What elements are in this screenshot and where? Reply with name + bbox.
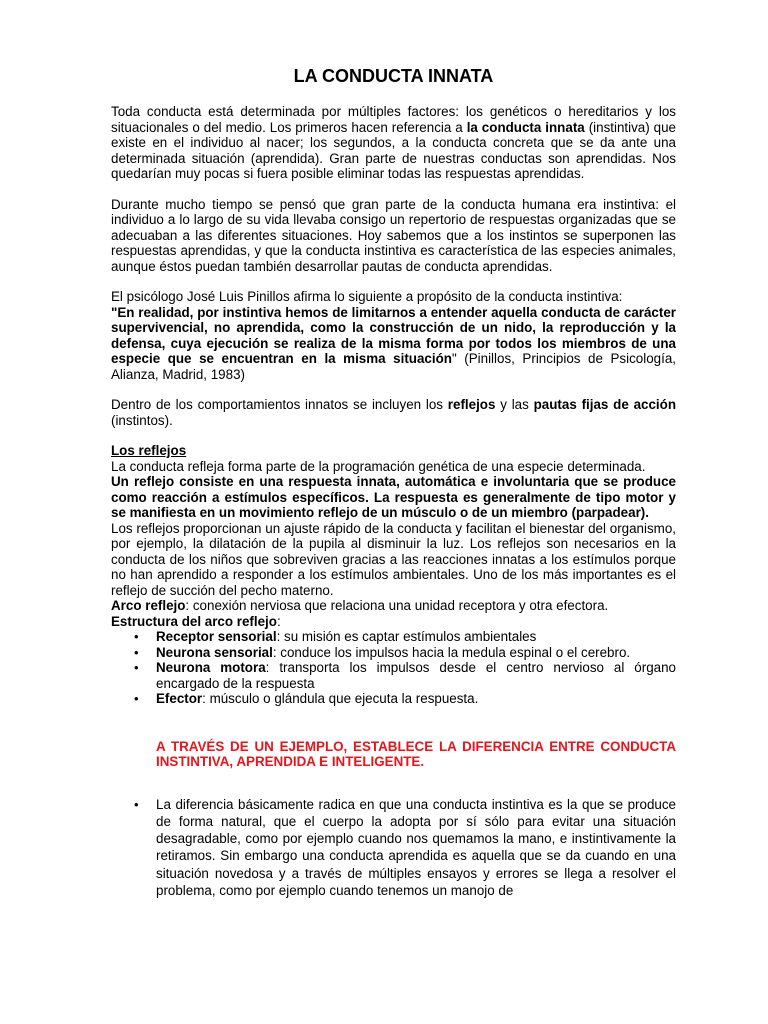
- reflejos-line1: La conducta refleja forma parte de la programación genética de una especie determinada.: [111, 458, 646, 474]
- estructura-heading: [111, 614, 676, 630]
- intro-text-a: Toda conducta está determinada por múltiples factores: los genéticos o hereditarios y los situacionales o del medio. Los primeros hacen referencia a: [111, 104, 676, 135]
- innate-bold-reflejos: reflejos: [447, 397, 496, 412]
- paragraph-pinillos-intro: El psicólogo José Luis Pinillos afirma lo siguiente a propósito de la conducta instintiva:: [111, 289, 623, 304]
- answer-list: [111, 796, 676, 900]
- quote-text: En realidad, por instintiva hemos de limitarnos a entender aquella conducta de carácter supervivencial, no aprendida, como la construcción de un nido, la reproducción y la defensa, cuya ejecución se realiza de la misma forma por todos los miembros de una especie que se encuentran en la misma situación: [111, 304, 676, 366]
- paragraph-pinillos-quote: [111, 305, 676, 383]
- list-item: [156, 645, 676, 661]
- estructura-term: Estructura del arco reflejo: [111, 613, 277, 629]
- innate-text-e: (instintos).: [111, 412, 173, 428]
- question-heading: A TRAVÉS DE UN EJEMPLO, ESTABLECE LA DIFERENCIA ENTRE CONDUCTA INSTINTIVA, APRENDIDA E INTELIGENTE.: [156, 738, 676, 769]
- reflejos-definition-bold: Un reflejo consiste en una respuesta innata, automática e involuntaria que se produce como reacción a estímulos específicos. La respuesta es generalmente de tipo motor y se manifiesta en un movimiento reflejo de un músculo o de un miembro (parpadear).: [111, 474, 676, 520]
- reflejos-paragraph: Los reflejos proporcionan un ajuste rápido de la conducta y facilitan el bienestar del organismo, por ejemplo, la dilatación de la pupila al disminuir la luz. Los reflejos son necesarios en la conducta de los niños que sobreviven gracias a las reacciones innatas a los estímulos porque no han aprendido a responder a los estímulos ambientales. Uno de los más importantes es el reflejo de succión del pecho materno.: [111, 520, 676, 598]
- innate-text-a: Dentro de los comportamientos innatos se incluyen los: [111, 397, 448, 412]
- paragraph-history: Durante mucho tiempo se pensó que gran parte de la conducta humana era instintiva: el individuo a lo largo de su vida llevaba consigo un repertorio de respuestas organizadas que se adecuaban a las diferentes situaciones. Hoy sabemos que a los instintos se superponen las respuestas aprendidas, y que la conducta instintiva es característica de las especies animales, aunque éstos puedan también desarrollar pautas de conducta aprendidas.: [111, 196, 676, 274]
- arco-reflejo-term: Arco reflejo: [111, 598, 186, 613]
- arco-reflejo-line: [111, 598, 676, 614]
- answer-item: • La diferencia básicamente radica en que una conducta instintiva es la que se produce de forma natural, que el cuerpo la adopta por sí sólo para evitar una situación desagradable, como por ejemplo cuando nos quemamos la mano, e instintivamente la retiramos. Sin embargo una conducta aprendida es aquella que se da cuando en una situación novedosa y a través de múltiples ensayos y errores se llega a resolver el problema, como por ejemplo cuando tenemos un manojo de: [156, 796, 676, 900]
- arco-reflejo-list: [111, 629, 676, 707]
- reflejos-heading-text: Los reflejos: [111, 443, 187, 458]
- list-item-def: : conduce los impulsos hacia la medula espinal o el cerebro.: [272, 644, 631, 660]
- reflejos-definition: [111, 474, 676, 521]
- list-item-def: : transporta los impulsos desde el centro nervioso al órgano encargado de la respuesta: [156, 660, 676, 691]
- quote-open-mark: ": [111, 304, 118, 320]
- list-item-def: : músculo o glándula que ejecuta la respuesta.: [202, 691, 479, 706]
- quote-citation: " (Pinillos, Principios de Psicología, Alianza, Madrid, 1983): [111, 351, 676, 382]
- list-item-term: Efector: [156, 691, 203, 706]
- list-item: [156, 660, 676, 691]
- paragraph-intro: [111, 104, 676, 182]
- intro-bold-term: la conducta innata: [466, 119, 585, 135]
- list-item: [156, 691, 676, 707]
- paragraph-innate-types: [111, 397, 676, 428]
- intro-text-c: (instintiva) que existe en el individuo al nacer; los segundos, a la conducta concreta que se da ante una determinada situación (aprendida). Gran parte de nuestras conductas son aprendidas. Nos quedarían muy pocas si fuera posible eliminar todas las respuestas aprendidas.: [111, 119, 677, 181]
- innate-text-c: y las: [495, 397, 534, 412]
- section-heading-reflejos: [111, 443, 676, 459]
- list-item-term: Receptor sensorial: [156, 629, 277, 644]
- list-item-def: : su misión es captar estímulos ambientales: [276, 629, 537, 644]
- list-item-term: Neurona sensorial: [156, 644, 273, 660]
- list-item-term: Neurona motora: [156, 660, 266, 675]
- arco-reflejo-def: : conexión nerviosa que relaciona una unidad receptora y otra efectora.: [185, 598, 609, 613]
- document-title: LA CONDUCTA INNATA: [293, 66, 494, 86]
- list-item: [156, 629, 676, 645]
- estructura-colon: :: [276, 613, 281, 629]
- innate-bold-pautas: pautas fijas de acción: [533, 397, 676, 412]
